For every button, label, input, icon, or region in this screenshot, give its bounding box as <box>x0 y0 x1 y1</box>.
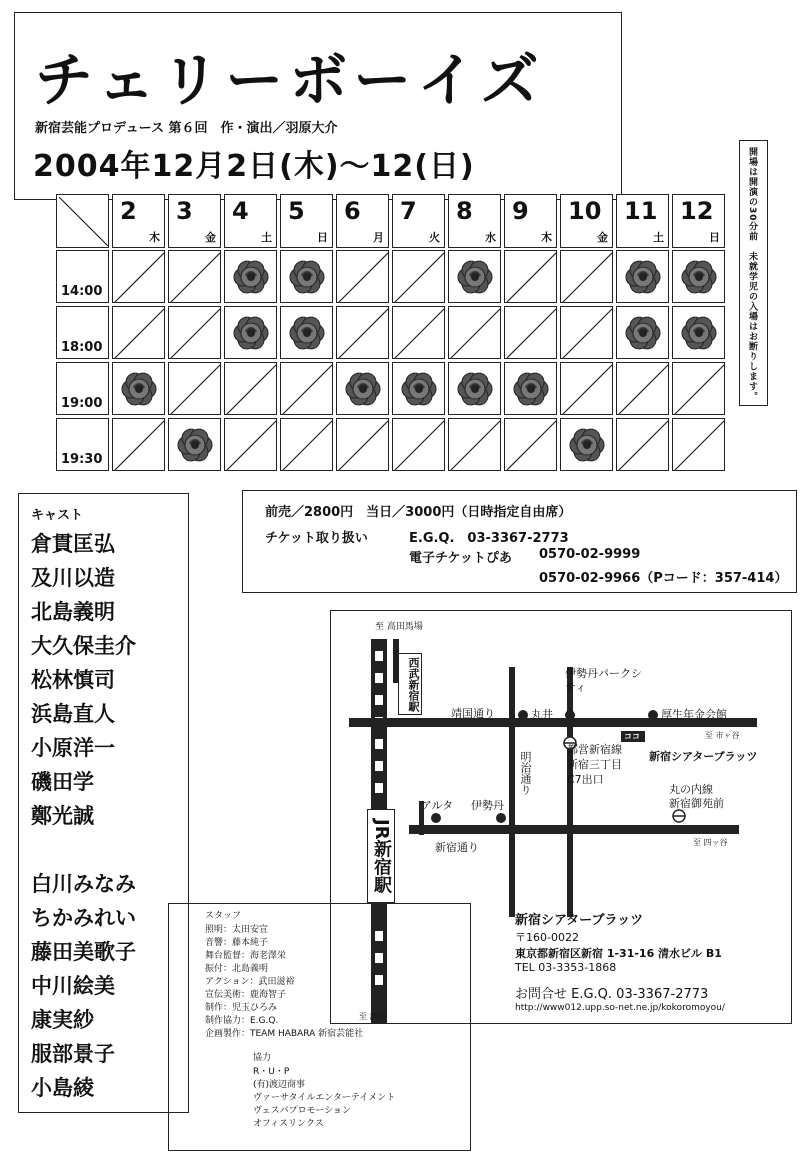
notice-box <box>739 140 768 406</box>
marunouchi-label: 丸の内線 <box>669 783 713 796</box>
weekday: 木 <box>149 231 160 244</box>
venue-tel: TEL 03-3353-1868 <box>515 961 617 974</box>
performance-cell <box>448 250 501 303</box>
isetan-label: 伊勢丹 <box>471 799 504 812</box>
cast-member: 白川みなみ <box>31 872 136 896</box>
slash-icon <box>113 307 166 360</box>
performance-cell <box>672 306 725 359</box>
no-performance-cell <box>392 306 445 359</box>
slash-icon <box>113 419 166 472</box>
grid-corner <box>56 194 109 248</box>
ticket-egq: E.G.Q. 03-3367-2773 <box>409 531 569 546</box>
staff-credit: 照明：太田安宣 <box>205 925 269 935</box>
day-number: 10 <box>568 197 602 225</box>
slash-icon <box>337 251 390 304</box>
coop-credit: ヴェスパプロモーション <box>253 1106 351 1116</box>
rose-icon <box>281 307 334 360</box>
coop-credit: R・U・P <box>253 1067 290 1077</box>
cast-heading: キャスト <box>31 508 84 523</box>
no-performance-cell <box>168 306 221 359</box>
weekday: 土 <box>261 231 272 244</box>
weekday: 土 <box>653 231 664 244</box>
slash-icon <box>393 419 446 472</box>
performance-cell <box>280 306 333 359</box>
time-label: 19:00 <box>61 396 103 411</box>
cast-member: ちかみれい <box>31 906 136 930</box>
run-dates: 2004年12月2日(木)～12(日) <box>33 149 475 184</box>
day-number: 2 <box>120 197 137 225</box>
time-label: 19:30 <box>61 452 103 467</box>
coop-credit: (有)渡辺商事 <box>253 1080 306 1090</box>
venue-address: 東京都新宿区新宿 1-31-16 清水ビル B1 <box>515 947 722 960</box>
no-performance-cell <box>560 250 613 303</box>
venue-url[interactable]: http://www012.upp.so-net.ne.jp/kokoromoyou/ <box>515 1003 725 1013</box>
time-label-cell <box>56 306 109 359</box>
koko-marker: ココ <box>624 732 640 741</box>
rose-icon <box>561 419 614 472</box>
slash-icon <box>449 419 502 472</box>
cast-member: 服部景子 <box>31 1042 115 1066</box>
no-performance-cell <box>560 362 613 415</box>
cast-member: 浜島直人 <box>31 702 115 726</box>
rose-icon <box>449 363 502 416</box>
performance-cell <box>224 250 277 303</box>
staff-credit: アクション：武田滋裕 <box>205 977 295 987</box>
no-performance-cell <box>560 306 613 359</box>
rose-icon <box>281 251 334 304</box>
to-yotsuya: 至 四ッ谷 <box>693 838 728 847</box>
slash-icon <box>225 419 278 472</box>
slash-icon <box>561 307 614 360</box>
weekday: 月 <box>373 231 384 244</box>
staff-credit: 舞台監督：海老澤栄 <box>205 951 287 961</box>
meiji-dori-label: 明治通り <box>519 751 532 795</box>
alta-label: アルタ <box>421 799 454 812</box>
cast-member: 大久保圭介 <box>31 634 136 658</box>
theater-label: 新宿シアターブラッツ <box>649 750 758 763</box>
seibu-station: 西武新宿駅 <box>398 653 422 715</box>
performance-cell <box>616 250 669 303</box>
to-takadanobaba: 至 高田馬場 <box>375 622 423 632</box>
performance-cell <box>448 362 501 415</box>
rose-icon <box>617 307 670 360</box>
marui-label: 丸井 <box>531 708 553 721</box>
day-header <box>112 194 165 248</box>
slash-icon <box>449 307 502 360</box>
performance-cell <box>336 362 389 415</box>
performance-cell <box>504 362 557 415</box>
no-performance-cell <box>392 418 445 471</box>
day-number: 12 <box>680 197 714 225</box>
staff-credit: 宣伝美術：鹿海智子 <box>205 990 287 1000</box>
slash-icon <box>561 363 614 416</box>
slash-icon <box>337 307 390 360</box>
to-ichigaya: 至 市ヶ谷 <box>705 731 740 740</box>
day-number: 3 <box>176 197 193 225</box>
slash-icon <box>505 251 558 304</box>
day-header <box>448 194 501 248</box>
play-title: チェリーボーイズ <box>35 46 545 114</box>
slash-icon <box>281 363 334 416</box>
day-header <box>672 194 725 248</box>
day-header <box>336 194 389 248</box>
slash-icon <box>281 419 334 472</box>
cast-member: 小島綾 <box>31 1076 94 1100</box>
day-number: 9 <box>512 197 529 225</box>
isetan-park-city-label: 伊勢丹パークシティ <box>565 667 642 694</box>
staff-heading: スタッフ <box>205 911 242 921</box>
jr-station: JR新宿駅 <box>367 809 395 903</box>
coop-credit: オフィスリンクス <box>253 1119 324 1129</box>
weekday: 日 <box>317 231 328 244</box>
shinjuku-dori-label: 新宿通り <box>435 841 479 854</box>
day-number: 8 <box>456 197 473 225</box>
no-performance-cell <box>672 362 725 415</box>
performance-cell <box>560 418 613 471</box>
yasukuni-label: 靖国通り <box>451 707 495 720</box>
toei-line-label: 都営新宿線 <box>567 743 622 756</box>
venue-name: 新宿シアターブラッツ <box>515 913 644 928</box>
rose-icon <box>225 251 278 304</box>
no-performance-cell <box>112 306 165 359</box>
cast-box <box>18 493 189 1113</box>
day-number: 11 <box>624 197 658 225</box>
no-performance-cell <box>336 306 389 359</box>
gyoen-label: 新宿御苑前 <box>669 797 724 810</box>
performance-cell <box>112 362 165 415</box>
day-header <box>616 194 669 248</box>
time-label-cell <box>56 418 109 471</box>
ticket-pia-label: 電子チケットぴあ <box>409 551 512 566</box>
weekday: 金 <box>597 231 608 244</box>
day-number: 5 <box>288 197 305 225</box>
performance-cell <box>280 250 333 303</box>
day-header <box>168 194 221 248</box>
slash-icon <box>617 363 670 416</box>
day-header <box>392 194 445 248</box>
slash-icon <box>169 307 222 360</box>
coop-heading: 協力 <box>253 1053 272 1063</box>
slash-icon <box>505 307 558 360</box>
weekday: 水 <box>485 231 496 244</box>
play-subtitle: 新宿芸能プロデュース 第６回 作・演出／羽原大介 <box>35 121 338 136</box>
cast-member: 松林慎司 <box>31 668 115 692</box>
rose-icon <box>393 363 446 416</box>
slash-icon <box>169 363 222 416</box>
slash-icon <box>505 419 558 472</box>
slash-icon <box>673 363 726 416</box>
slash-icon <box>673 419 726 472</box>
ticket-box <box>242 490 797 593</box>
rose-icon <box>113 363 166 416</box>
slash-icon <box>393 307 446 360</box>
staff-credit: 制作協力：E.G.Q. <box>205 1016 279 1026</box>
cast-member: 倉貫匡弘 <box>31 532 115 556</box>
staff-credit: 振付：北島義明 <box>205 964 269 974</box>
time-label-cell <box>56 362 109 415</box>
title-box <box>14 12 622 200</box>
slash-icon <box>393 251 446 304</box>
cast-member: 中川絵美 <box>31 974 115 998</box>
performance-cell <box>616 306 669 359</box>
no-performance-cell <box>112 418 165 471</box>
kosei-nenkin-label: 厚生年金会館 <box>661 708 727 721</box>
no-performance-cell <box>280 362 333 415</box>
no-performance-cell <box>168 362 221 415</box>
performance-cell <box>224 306 277 359</box>
cast-member: 康実紗 <box>31 1008 94 1032</box>
no-performance-cell <box>336 250 389 303</box>
to-shibuya: 至 渋谷 <box>359 1012 386 1021</box>
day-header <box>560 194 613 248</box>
cast-member: 藤田美歌子 <box>31 940 136 964</box>
no-performance-cell <box>392 250 445 303</box>
cast-member: 磯田学 <box>31 770 94 794</box>
no-performance-cell <box>504 418 557 471</box>
slash-icon <box>113 251 166 304</box>
weekday: 木 <box>541 231 552 244</box>
no-performance-cell <box>224 418 277 471</box>
rose-icon <box>225 307 278 360</box>
no-performance-cell <box>448 306 501 359</box>
day-number: 7 <box>400 197 417 225</box>
rose-icon <box>449 251 502 304</box>
time-label-cell <box>56 250 109 303</box>
coop-credit: ヴァーサタイルエンターテイメント <box>253 1093 396 1103</box>
rose-icon <box>337 363 390 416</box>
performance-cell <box>672 250 725 303</box>
weekday: 金 <box>205 231 216 244</box>
no-performance-cell <box>504 306 557 359</box>
cast-member: 鄭光誠 <box>31 804 94 828</box>
cast-member: 小原洋一 <box>31 736 115 760</box>
ticket-handling-label: チケット取り扱い <box>265 531 368 546</box>
inquiry: お問合せ E.G.Q. 03-3367-2773 <box>515 987 709 1002</box>
staff-credit: 企画製作：TEAM HABARA 新宿芸能社 <box>205 1029 364 1039</box>
ticket-price: 前売／2800円 当日／3000円（日時指定自由席） <box>265 505 572 520</box>
day-number: 4 <box>232 197 249 225</box>
performance-cell <box>392 362 445 415</box>
day-header <box>224 194 277 248</box>
rose-icon <box>673 251 726 304</box>
venue-postal: 〒160-0022 <box>515 931 579 944</box>
time-label: 14:00 <box>61 284 103 299</box>
slash-icon <box>561 251 614 304</box>
no-performance-cell <box>224 362 277 415</box>
no-performance-cell <box>448 418 501 471</box>
staff-box <box>168 903 471 1151</box>
no-performance-cell <box>168 250 221 303</box>
no-performance-cell <box>616 418 669 471</box>
cast-member: 及川以造 <box>31 566 115 590</box>
day-header <box>280 194 333 248</box>
day-number: 6 <box>344 197 361 225</box>
ticket-pia-1: 0570-02-9999 <box>539 547 641 562</box>
slash-icon <box>337 419 390 472</box>
rose-icon <box>673 307 726 360</box>
day-header <box>504 194 557 248</box>
weekday: 日 <box>709 231 720 244</box>
no-performance-cell <box>112 250 165 303</box>
weekday: 火 <box>429 231 440 244</box>
slash-icon <box>225 363 278 416</box>
no-performance-cell <box>280 418 333 471</box>
no-performance-cell <box>616 362 669 415</box>
ticket-pia-2: 0570-02-9966（Pコード：357-414） <box>539 571 788 586</box>
rose-icon <box>169 419 222 472</box>
cast-member: 北島義明 <box>31 600 115 624</box>
rose-icon <box>617 251 670 304</box>
staff-credit: 音響：藤本純子 <box>205 938 269 948</box>
staff-credit: 制作：児玉ひろみ <box>205 1003 278 1013</box>
performance-cell <box>168 418 221 471</box>
slash-icon <box>169 251 222 304</box>
no-performance-cell <box>504 250 557 303</box>
time-label: 18:00 <box>61 340 103 355</box>
no-performance-cell <box>336 418 389 471</box>
rose-icon <box>505 363 558 416</box>
c7-exit-label: C7出口 <box>567 773 604 786</box>
no-performance-cell <box>672 418 725 471</box>
shinjuku3-label: 新宿三丁目 <box>567 758 622 771</box>
admission-notice: 開場は開演の30分前 未就学児の入場はお断りします。 <box>747 147 757 402</box>
slash-icon <box>617 419 670 472</box>
